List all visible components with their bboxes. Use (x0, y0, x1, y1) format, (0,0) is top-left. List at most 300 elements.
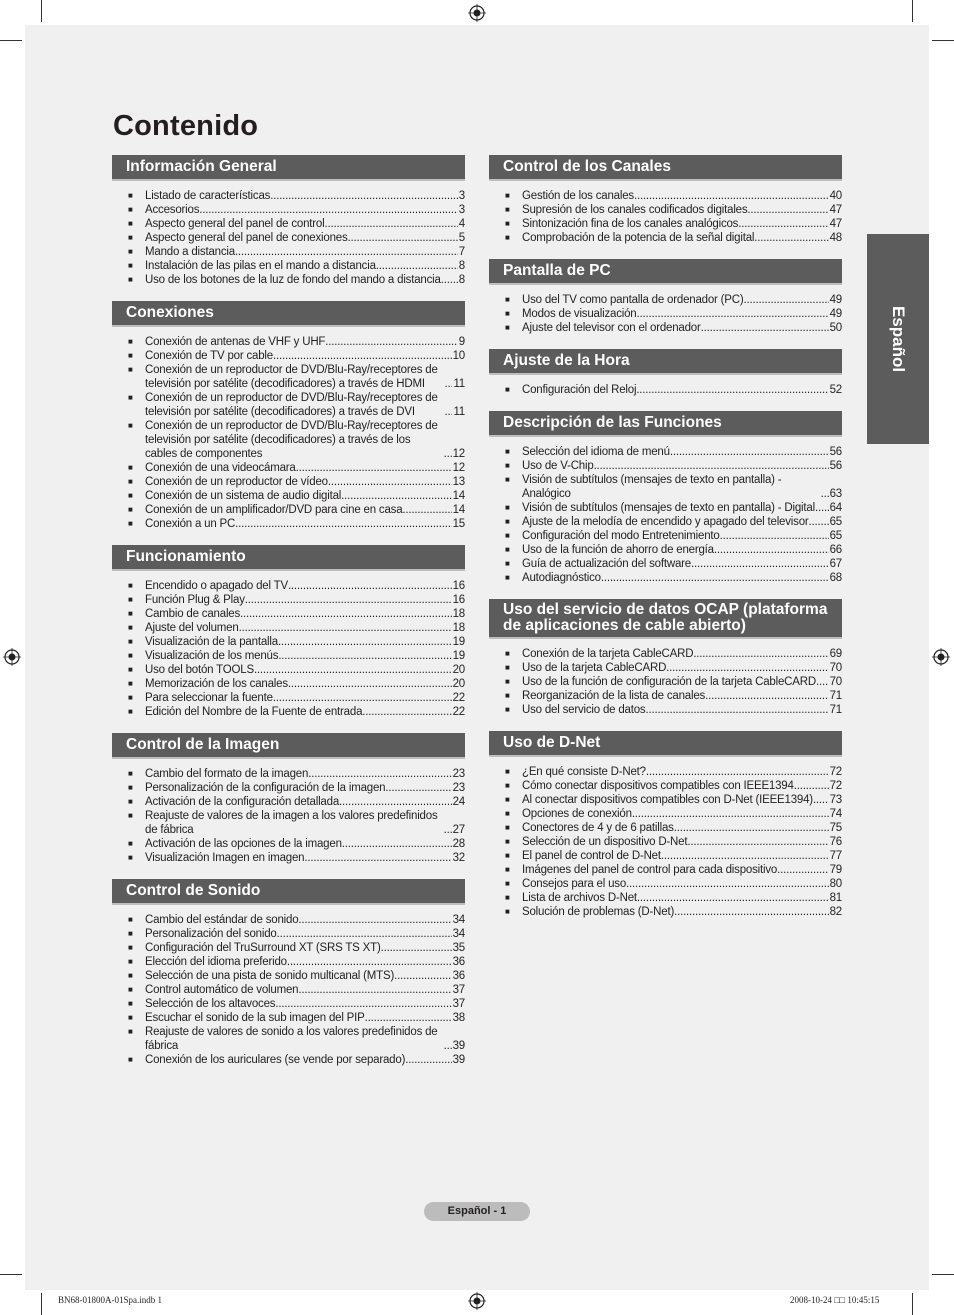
toc-entry[interactable] (505, 891, 842, 905)
toc-entry-line (145, 217, 465, 231)
toc-entry-page: 11 (453, 406, 465, 418)
toc-column-left (112, 155, 465, 1081)
square-bullet-icon: ■ (128, 595, 133, 604)
toc-entry-line (522, 529, 842, 543)
square-bullet-icon: ■ (505, 219, 510, 228)
toc-entry-line (522, 807, 842, 821)
toc-entry-line (522, 793, 842, 807)
toc-entry-text: Selección de un dispositivo D-Net (522, 836, 688, 848)
toc-entry-page: 12 (452, 462, 465, 474)
toc-entry-line (145, 517, 465, 531)
toc-entry[interactable] (505, 647, 842, 661)
toc-entry[interactable] (505, 571, 842, 585)
toc-entry-page: 20 (452, 664, 465, 676)
toc-entry-text: ¿En qué consiste D-Net? (522, 766, 646, 778)
toc-entry-text: Uso del botón TOOLS (145, 664, 254, 676)
crop-mark (932, 1274, 954, 1275)
toc-entry-line (145, 593, 465, 607)
dot-leader (341, 489, 451, 503)
toc-entry[interactable] (505, 661, 842, 675)
toc-entry[interactable] (128, 767, 465, 781)
toc-entry[interactable] (505, 765, 842, 779)
toc-entry-text: Cambio de canales (145, 608, 241, 620)
toc-entry-text: Ajuste de la melodía de encendido y apagado del televisor (522, 516, 809, 528)
toc-entry-line (145, 349, 465, 363)
section-title: Uso del servicio de datos OCAP (plataforma de aplicaciones de cable abierto) (489, 599, 842, 639)
toc-entry-page: 70 (829, 676, 842, 688)
dot-leader (304, 851, 451, 865)
toc-entry-text: Función Plug & Play (145, 594, 245, 606)
toc-entry[interactable] (128, 837, 465, 851)
toc-entry-text: Visualización Imagen en imagen (145, 852, 305, 864)
square-bullet-icon: ■ (505, 517, 510, 526)
toc-entry[interactable] (505, 383, 842, 397)
toc-entry-page: 23 (452, 768, 465, 780)
toc-entry-text: Uso de V-Chip (522, 460, 594, 472)
toc-entry[interactable] (128, 607, 465, 621)
toc-entry-line (522, 231, 842, 245)
toc-entry-page: 22 (452, 706, 465, 718)
dot-leader (385, 781, 451, 795)
toc-section (489, 411, 842, 585)
dot-leader (670, 445, 829, 459)
toc-entry-page: 49 (829, 308, 842, 320)
toc-entry[interactable] (505, 445, 842, 459)
toc-entry-line (145, 941, 465, 955)
toc-entry[interactable] (505, 529, 842, 543)
crop-mark (0, 40, 22, 41)
dot-leader (637, 891, 829, 905)
dot-leader (287, 955, 452, 969)
toc-entry-page: 28 (452, 838, 465, 850)
square-bullet-icon: ■ (128, 929, 133, 938)
square-bullet-icon: ■ (505, 893, 510, 902)
toc-entry-line (145, 997, 465, 1011)
toc-entry[interactable] (505, 835, 842, 849)
toc-entry[interactable] (128, 983, 465, 997)
toc-entry-page: 14 (452, 490, 465, 502)
square-bullet-icon: ■ (128, 707, 133, 716)
toc-entry[interactable] (505, 675, 842, 689)
toc-entry-page: 72 (829, 766, 842, 778)
square-bullet-icon: ■ (128, 205, 133, 214)
toc-entry-text: Conexión de los auriculares (se vende por separado) (145, 1054, 406, 1066)
toc-entry-line (522, 689, 842, 703)
toc-entry-page: 65 (829, 530, 842, 542)
toc-entry-text: Cambio del formato de la imagen (145, 768, 309, 780)
toc-entry[interactable] (505, 905, 842, 919)
toc-entry[interactable] (505, 501, 842, 515)
dot-leader (348, 231, 458, 245)
dot-leader (594, 459, 829, 473)
toc-entry-line (145, 245, 465, 259)
toc-entry-page: 72 (829, 780, 842, 792)
square-bullet-icon: ■ (505, 823, 510, 832)
square-bullet-icon: ■ (505, 559, 510, 568)
toc-entry-line (145, 391, 465, 419)
section-title: Control de Sonido (112, 879, 465, 905)
toc-entry[interactable] (128, 231, 465, 245)
square-bullet-icon: ■ (128, 609, 133, 618)
toc-entry-line (145, 335, 465, 349)
section-title: Control de los Canales (489, 155, 842, 181)
toc-entry-line (522, 891, 842, 905)
toc-entry-page: 74 (829, 808, 842, 820)
toc-entry-page: 76 (829, 836, 842, 848)
square-bullet-icon: ■ (505, 705, 510, 714)
toc-entry-page: 47 (829, 204, 842, 216)
toc-entry[interactable] (128, 621, 465, 635)
toc-entry-page: 12 (452, 448, 465, 460)
toc-entry-text: Encendido o apagado del TV (145, 580, 288, 592)
toc-entry-page: 36 (452, 970, 465, 982)
toc-section (112, 155, 465, 287)
toc-list (112, 913, 465, 1067)
square-bullet-icon: ■ (505, 191, 510, 200)
toc-entry[interactable] (505, 515, 842, 529)
toc-entry-line (522, 661, 842, 675)
toc-entry-text: Uso de la tarjeta CableCARD (522, 662, 667, 674)
toc-entry[interactable] (505, 189, 842, 203)
toc-entry-line (522, 779, 842, 793)
language-tab-label: Español (889, 305, 908, 373)
toc-entry[interactable] (128, 635, 465, 649)
toc-entry-page: 16 (452, 594, 465, 606)
toc-entry-line (145, 1053, 465, 1067)
registration-mark-icon (468, 1292, 486, 1310)
toc-entry-text: Configuración del Reloj (522, 384, 637, 396)
dot-leader (821, 487, 829, 501)
dot-leader (691, 557, 829, 571)
dot-leader (199, 203, 458, 217)
square-bullet-icon: ■ (128, 1027, 133, 1036)
toc-entry-line (145, 913, 465, 927)
toc-section (112, 879, 465, 1067)
toc-entry-page: 48 (829, 232, 842, 244)
toc-entry-page: 16 (452, 580, 465, 592)
toc-entry[interactable] (505, 849, 842, 863)
toc-entry[interactable] (128, 677, 465, 691)
crop-mark (912, 0, 913, 22)
dot-leader (288, 677, 452, 691)
dot-leader (816, 675, 829, 689)
toc-entry-line (145, 927, 465, 941)
toc-entry-text: Personalización del sonido (145, 928, 277, 940)
toc-entry-line (145, 649, 465, 663)
section-title: Uso de D-Net (489, 731, 842, 757)
toc-entry[interactable] (505, 459, 842, 473)
toc-entry-line (522, 307, 842, 321)
square-bullet-icon: ■ (505, 795, 510, 804)
toc-entry[interactable] (128, 217, 465, 231)
toc-entry-page: 71 (829, 690, 842, 702)
square-bullet-icon: ■ (128, 219, 133, 228)
toc-entry-line (522, 703, 842, 717)
toc-entry[interactable] (128, 189, 465, 203)
toc-section (112, 301, 465, 531)
dot-leader (235, 245, 458, 259)
dot-leader (365, 1011, 452, 1025)
toc-entry[interactable] (505, 307, 842, 321)
toc-entry[interactable] (505, 321, 842, 335)
toc-entry-line (145, 1011, 465, 1025)
toc-entry-page: 18 (452, 608, 465, 620)
toc-entry-page: 34 (452, 928, 465, 940)
crop-mark (41, 0, 42, 22)
toc-entry-line (145, 663, 465, 677)
toc-entry[interactable] (128, 705, 465, 719)
toc-entry[interactable] (505, 473, 842, 501)
toc-entry-page: 75 (829, 822, 842, 834)
dot-leader (296, 461, 452, 475)
toc-entry-line (145, 705, 465, 719)
toc-entry-text: Elección del idioma preferido (145, 956, 287, 968)
toc-entry-line (522, 571, 842, 585)
toc-entry-text: Ajuste del televisor con el ordenador (522, 322, 701, 334)
toc-entry-page: 71 (829, 704, 842, 716)
square-bullet-icon: ■ (505, 475, 510, 484)
toc-entry[interactable] (505, 807, 842, 821)
square-bullet-icon: ■ (128, 693, 133, 702)
toc-entry-text: Reajuste de valores de sonido a los valores predefinidos de fábrica (145, 1026, 438, 1052)
toc-entry-text: Opciones de conexión (522, 808, 632, 820)
registration-mark-icon (468, 4, 486, 22)
toc-entry[interactable] (128, 391, 465, 419)
dot-leader (444, 1039, 452, 1053)
toc-entry[interactable] (128, 419, 465, 461)
crop-mark (41, 1293, 42, 1315)
toc-entry-page: 8 (458, 260, 465, 272)
toc-entry[interactable] (505, 689, 842, 703)
dot-leader (270, 189, 458, 203)
toc-entry[interactable] (505, 877, 842, 891)
toc-entry-page: 67 (829, 558, 842, 570)
toc-entry[interactable] (505, 821, 842, 835)
toc-entry[interactable] (505, 543, 842, 557)
toc-entry-text: Conexión de un reproductor de DVD/Blu-Ray/receptores de televisión por satélite (decodificadores) a través de HDMI (145, 364, 438, 390)
toc-entry-page: 18 (452, 622, 465, 634)
toc-entry[interactable] (128, 593, 465, 607)
toc-entry-line (145, 579, 465, 593)
toc-entry[interactable] (128, 475, 465, 489)
toc-entry[interactable] (128, 335, 465, 349)
dot-leader (239, 621, 452, 635)
square-bullet-icon: ■ (505, 503, 510, 512)
square-bullet-icon: ■ (505, 781, 510, 790)
toc-entry[interactable] (128, 517, 465, 531)
toc-entry-line (522, 849, 842, 863)
language-tab (867, 234, 929, 444)
dot-leader (813, 793, 829, 807)
toc-entry[interactable] (128, 955, 465, 969)
toc-entry-page: 19 (452, 650, 465, 662)
toc-entry-line (145, 677, 465, 691)
toc-entry-page: 23 (452, 782, 465, 794)
toc-entry-page: 3 (458, 204, 465, 216)
toc-entry-line (522, 383, 842, 397)
square-bullet-icon: ■ (128, 853, 133, 862)
square-bullet-icon: ■ (128, 665, 133, 674)
toc-list (489, 189, 842, 245)
toc-entry-line (145, 461, 465, 475)
toc-entry[interactable] (128, 259, 465, 273)
dot-leader (747, 203, 828, 217)
toc-entry[interactable] (505, 703, 842, 717)
toc-entry[interactable] (505, 217, 842, 231)
toc-entry-text: Selección de los altavoces (145, 998, 276, 1010)
dot-leader (324, 217, 457, 231)
toc-entry[interactable] (128, 1011, 465, 1025)
toc-entry-text: Conexión de la tarjeta CableCARD (522, 648, 694, 660)
toc-entry-line (145, 969, 465, 983)
square-bullet-icon: ■ (505, 767, 510, 776)
toc-entry-text: Conexión de un reproductor de DVD/Blu-Ray/receptores de televisión por satélite (decodificadores) a través de DVI (145, 392, 438, 418)
toc-entry[interactable] (128, 461, 465, 475)
toc-entry-text: Autodiagnóstico (522, 572, 601, 584)
toc-entry-page: 39 (452, 1040, 465, 1052)
toc-list (112, 767, 465, 865)
toc-entry[interactable] (128, 927, 465, 941)
square-bullet-icon: ■ (128, 191, 133, 200)
toc-entry-text: Edición del Nombre de la Fuente de entrada (145, 706, 363, 718)
toc-entry-page: 37 (452, 984, 465, 996)
square-bullet-icon: ■ (128, 463, 133, 472)
toc-entry-text: Uso de los botones de la luz de fondo del mando a distancia (145, 274, 441, 286)
square-bullet-icon: ■ (128, 999, 133, 1008)
toc-entry-text: Cambio del estándar de sonido (145, 914, 299, 926)
toc-entry-line (145, 1025, 465, 1053)
square-bullet-icon: ■ (128, 783, 133, 792)
toc-entry[interactable] (128, 913, 465, 927)
toc-entry-line (522, 293, 842, 307)
toc-entry-text: Conexión de una videocámara (145, 462, 296, 474)
dot-leader (674, 905, 829, 919)
toc-entry-page: 79 (829, 864, 842, 876)
toc-entry[interactable] (128, 941, 465, 955)
toc-entry[interactable] (128, 649, 465, 663)
dot-leader (815, 501, 829, 515)
toc-entry-page: 39 (452, 1054, 465, 1066)
toc-entry[interactable] (505, 293, 842, 307)
dot-leader (444, 405, 452, 419)
dot-leader (637, 307, 829, 321)
toc-entry-text: Uso de la función de ahorro de energía (522, 544, 714, 556)
toc-entry[interactable] (128, 1053, 465, 1067)
toc-entry[interactable] (505, 231, 842, 245)
toc-entry-line (522, 217, 842, 231)
square-bullet-icon: ■ (505, 865, 510, 874)
section-title: Funcionamiento (112, 545, 465, 571)
toc-entry[interactable] (128, 363, 465, 391)
toc-entry-text: Mando a distancia (145, 246, 235, 258)
toc-list (112, 335, 465, 531)
toc-entry[interactable] (128, 203, 465, 217)
dot-leader (275, 997, 451, 1011)
toc-entry[interactable] (505, 557, 842, 571)
toc-entry[interactable] (128, 851, 465, 865)
toc-entry[interactable] (505, 863, 842, 877)
toc-entry-text: Sintonización fina de los canales analógicos (522, 218, 739, 230)
toc-entry[interactable] (505, 793, 842, 807)
section-title: Pantalla de PC (489, 259, 842, 285)
square-bullet-icon: ■ (128, 971, 133, 980)
square-bullet-icon: ■ (505, 663, 510, 672)
toc-entry-line (522, 321, 842, 335)
toc-entry[interactable] (128, 795, 465, 809)
toc-entry-page: 10 (452, 350, 465, 362)
toc-entry[interactable] (505, 779, 842, 793)
dot-leader (298, 983, 451, 997)
toc-list (489, 293, 842, 335)
toc-entry-page: 68 (829, 572, 842, 584)
toc-entry-line (145, 837, 465, 851)
square-bullet-icon: ■ (128, 797, 133, 806)
toc-entry[interactable] (128, 691, 465, 705)
dot-leader (632, 807, 829, 821)
toc-entry-text: Conexión de un amplificador/DVD para cine en casa (145, 504, 403, 516)
toc-entry[interactable] (128, 969, 465, 983)
toc-entry-line (145, 795, 465, 809)
dot-leader (444, 447, 452, 461)
dot-leader (328, 475, 452, 489)
toc-section (489, 349, 842, 397)
toc-entry-page: 13 (452, 476, 465, 488)
toc-entry-text: Conexión de un reproductor de vídeo (145, 476, 328, 488)
toc-entry-page: 8 (458, 274, 465, 286)
toc-entry-text: Conexión de antenas de VHF y UHF (145, 336, 326, 348)
toc-entry-text: El panel de control de D-Net (522, 850, 661, 862)
toc-list (112, 189, 465, 287)
dot-leader (254, 663, 452, 677)
dot-leader (754, 231, 828, 245)
toc-entry[interactable] (128, 273, 465, 287)
toc-column-right (489, 155, 842, 933)
toc-entry-text: Conexión a un PC (145, 518, 236, 530)
toc-entry-page: 22 (452, 692, 465, 704)
toc-entry[interactable] (128, 809, 465, 837)
toc-entry-text: Aspecto general del panel de conexiones (145, 232, 348, 244)
toc-entry-text: Lista de archivos D-Net (522, 892, 637, 904)
toc-entry-text: Uso del TV como pantalla de ordenador (PC) (522, 294, 744, 306)
square-bullet-icon: ■ (128, 491, 133, 500)
toc-entry[interactable] (128, 663, 465, 677)
dot-leader (645, 703, 828, 717)
square-bullet-icon: ■ (505, 879, 510, 888)
toc-entry-line (145, 607, 465, 621)
toc-entry-page: 38 (452, 1012, 465, 1024)
toc-entry[interactable] (128, 1025, 465, 1053)
toc-entry-page: 5 (458, 232, 465, 244)
toc-entry-page: 63 (829, 488, 842, 500)
toc-entry[interactable] (128, 781, 465, 795)
toc-entry[interactable] (128, 503, 465, 517)
toc-entry[interactable] (128, 579, 465, 593)
toc-entry-page: 77 (829, 850, 842, 862)
toc-entry[interactable] (128, 349, 465, 363)
square-bullet-icon: ■ (128, 337, 133, 346)
toc-entry[interactable] (128, 245, 465, 259)
dot-leader (278, 649, 451, 663)
square-bullet-icon: ■ (128, 261, 133, 270)
toc-entry[interactable] (505, 203, 842, 217)
toc-entry[interactable] (128, 489, 465, 503)
toc-entry[interactable] (128, 997, 465, 1011)
dot-leader (666, 661, 828, 675)
toc-entry-line (145, 635, 465, 649)
toc-entry-text: Para seleccionar la fuente (145, 692, 273, 704)
toc-entry-text: Instalación de las pilas en el mando a distancia (145, 260, 376, 272)
toc-entry-page: 65 (829, 516, 842, 528)
